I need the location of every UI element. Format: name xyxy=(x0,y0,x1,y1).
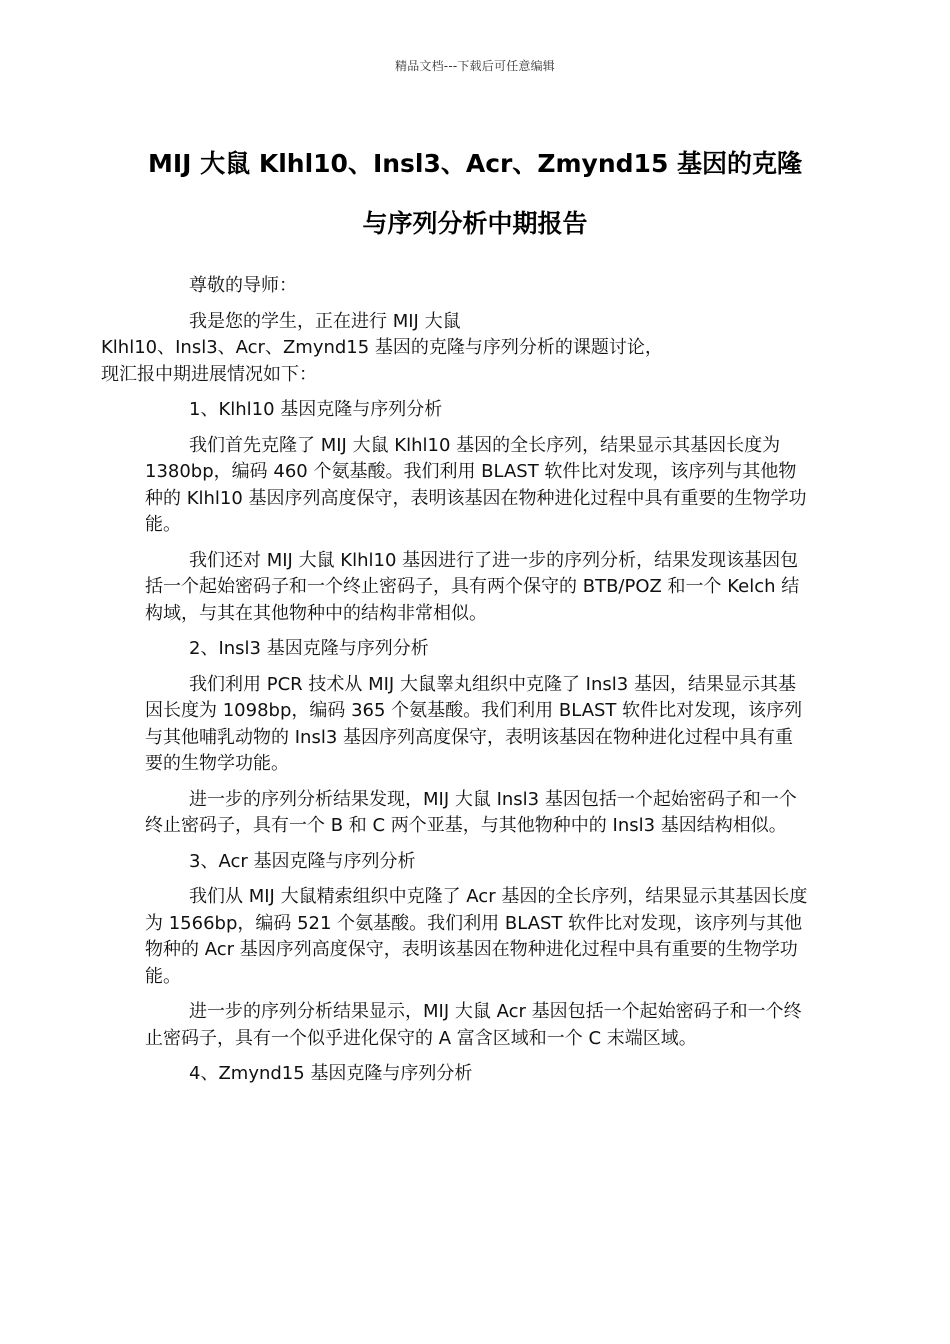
title-line-2: 与序列分析中期报告 xyxy=(362,209,588,238)
intro-line: 现汇报中期进展情况如下： xyxy=(101,363,317,385)
paragraph: 我们从 MIJ 大鼠精索组织中克隆了 Acr 基因的全长序列，结果显示其基因长度为 1566bp，编码 521 个氨基酸。我们利用 BLAST 软件比对发现，该序列与其他物种的 Acr 基因序列高度保守，表明该基因在物种进化过程中具有重要的生物学功能。 xyxy=(145,886,808,987)
section-heading-zmynd15: 4、Zmynd15 基因克隆与序列分析 xyxy=(189,1063,473,1084)
paragraph: 进一步的序列分析结果显示，MIJ 大鼠 Acr 基因包括一个起始密码子和一个终止密码子，具有一个似乎进化保守的 A 富含区域和一个 C 末端区域。 xyxy=(145,1001,802,1049)
section-heading-klhl10: 1、Klhl10 基因克隆与序列分析 xyxy=(189,399,443,420)
title-line-1: MIJ 大鼠 Klhl10、Insl3、Acr、Zmynd15 基因的克隆 xyxy=(147,149,803,178)
intro-paragraph xyxy=(101,309,810,389)
paragraph: 我们利用 PCR 技术从 MIJ 大鼠睾丸组织中克隆了 Insl3 基因，结果显示其基因长度为 1098bp，编码 365 个氨基酸。我们利用 BLAST 软件比对发现，该序列与其他哺乳动物的 Insl3 基因序列高度保守，表明该基因在物种进化过程中具有重要的生物学功能。 xyxy=(145,673,803,774)
paragraph: 我们首先克隆了 MIJ 大鼠 Klhl10 基因的全长序列，结果显示其基因长度为 1380bp，编码 460 个氨基酸。我们利用 BLAST 软件比对发现，该序列与其他物种的 Klhl10 基因序列高度保守，表明该基因在物种进化过程中具有重要的生物学功能。 xyxy=(145,434,807,535)
paragraph: 我们还对 MIJ 大鼠 Klhl10 基因进行了进一步的序列分析，结果发现该基因包括一个起始密码子和一个终止密码子，具有两个保守的 BTB/POZ 和一个 Kelch 结构域，与其在其他物种中的结构非常相似。 xyxy=(145,549,800,624)
document-title xyxy=(100,134,850,254)
section-heading-acr: 3、Acr 基因克隆与序列分析 xyxy=(189,850,416,872)
intro-line: Klhl10、Insl3、Acr、Zmynd15 基因的克隆与序列分析的课题讨论， xyxy=(101,337,663,358)
greeting: 尊敬的导师： xyxy=(189,275,297,296)
intro-line: 我是您的学生，正在进行 MIJ 大鼠 xyxy=(189,310,461,332)
page-header: 精品文档---下载后可任意编辑 xyxy=(395,59,555,73)
paragraph: 进一步的序列分析结果发现，MIJ 大鼠 Insl3 基因包括一个起始密码子和一个终止密码子，具有一个 B 和 C 两个亚基，与其他物种中的 Insl3 基因结构相似。 xyxy=(145,788,797,836)
document-body xyxy=(101,273,810,1097)
section-heading-insl3: 2、Insl3 基因克隆与序列分析 xyxy=(189,638,429,659)
